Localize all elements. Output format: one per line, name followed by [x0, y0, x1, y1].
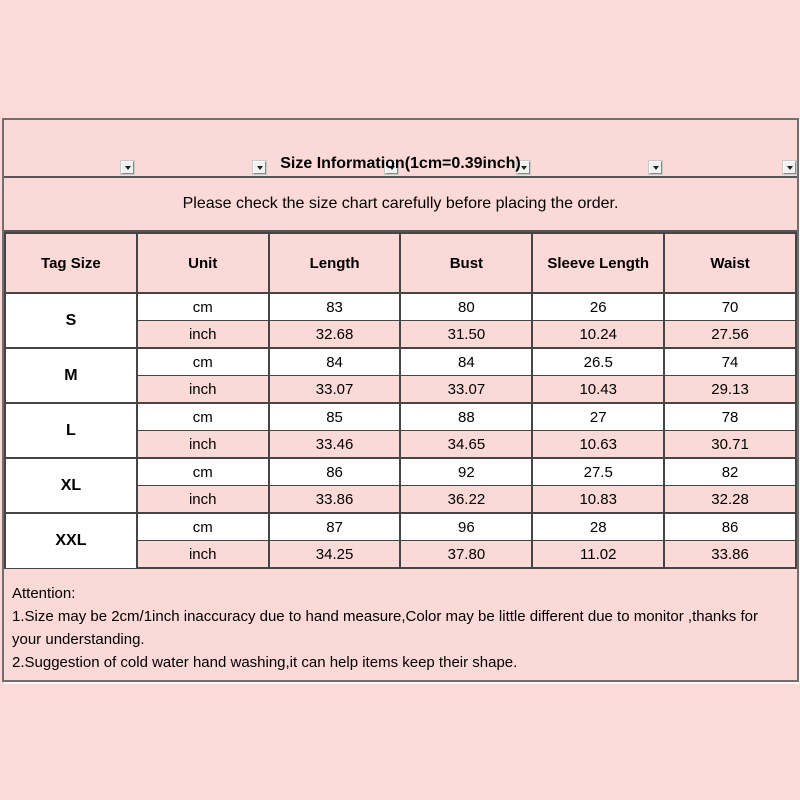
size-tag-cell: XL — [5, 458, 137, 513]
measurement-cell: 33.07 — [400, 376, 532, 404]
measurement-cell: 27 — [532, 403, 664, 431]
measurement-cell: 34.25 — [269, 541, 401, 569]
measurement-cell: 32.68 — [269, 321, 401, 349]
measurement-cell: 10.43 — [532, 376, 664, 404]
attention-note: 2.Suggestion of cold water hand washing,it can help items keep their shape. — [12, 654, 518, 671]
column-header: Tag Size — [5, 233, 137, 293]
measurement-cell: 88 — [400, 403, 532, 431]
unit-cell: inch — [137, 541, 269, 569]
attention-note: 1.Size may be 2cm/1inch inaccuracy due to hand measure,Color may be little different due to monitor ,thanks for your understanding. — [12, 608, 758, 648]
unit-cell: cm — [137, 293, 269, 321]
measurement-cell: 37.80 — [400, 541, 532, 569]
chevron-down-icon — [787, 166, 793, 170]
unit-cell: inch — [137, 376, 269, 404]
filter-dropdown-button[interactable] — [121, 161, 134, 174]
measurement-cell: 33.07 — [269, 376, 401, 404]
attention-heading: Attention: — [12, 585, 76, 602]
measurement-cell: 28 — [532, 513, 664, 541]
measurement-cell: 26 — [532, 293, 664, 321]
size-chart-panel — [2, 118, 799, 682]
measurement-cell: 84 — [400, 348, 532, 376]
measurement-cell: 83 — [269, 293, 401, 321]
size-row-cm — [5, 293, 796, 321]
measurement-cell: 26.5 — [532, 348, 664, 376]
unit-cell: cm — [137, 348, 269, 376]
size-tag-cell: L — [5, 403, 137, 458]
size-row-cm — [5, 348, 796, 376]
unit-cell: inch — [137, 431, 269, 459]
size-table — [4, 232, 797, 569]
measurement-cell: 31.50 — [400, 321, 532, 349]
size-row-cm — [5, 403, 796, 431]
measurement-cell: 96 — [400, 513, 532, 541]
measurement-cell: 27.5 — [532, 458, 664, 486]
measurement-cell: 70 — [664, 293, 796, 321]
measurement-cell: 86 — [664, 513, 796, 541]
measurement-cell: 74 — [664, 348, 796, 376]
measurement-cell: 33.86 — [664, 541, 796, 569]
size-tag-cell: M — [5, 348, 137, 403]
measurement-cell: 34.65 — [400, 431, 532, 459]
measurement-cell: 10.63 — [532, 431, 664, 459]
size-tag-cell: XXL — [5, 513, 137, 568]
measurement-cell: 33.86 — [269, 486, 401, 514]
filter-dropdown-button[interactable] — [253, 161, 266, 174]
size-table-body — [5, 293, 796, 568]
size-row-cm — [5, 513, 796, 541]
measurement-cell: 92 — [400, 458, 532, 486]
column-header: Unit — [137, 233, 269, 293]
size-info-title: Size Information(1cm=0.39inch) — [280, 155, 521, 172]
filter-dropdown-button[interactable] — [783, 161, 796, 174]
filter-dropdown-button[interactable] — [649, 161, 662, 174]
measurement-cell: 80 — [400, 293, 532, 321]
size-chart-notice: Please check the size chart carefully before placing the order. — [4, 178, 797, 232]
measurement-cell: 27.56 — [664, 321, 796, 349]
size-row-cm — [5, 458, 796, 486]
unit-cell: cm — [137, 458, 269, 486]
unit-cell: inch — [137, 486, 269, 514]
size-tag-cell: S — [5, 293, 137, 348]
chevron-down-icon — [125, 166, 131, 170]
column-header: Length — [269, 233, 401, 293]
measurement-cell: 87 — [269, 513, 401, 541]
measurement-cell: 78 — [664, 403, 796, 431]
measurement-cell: 84 — [269, 348, 401, 376]
measurement-cell: 30.71 — [664, 431, 796, 459]
unit-cell: cm — [137, 513, 269, 541]
measurement-cell: 11.02 — [532, 541, 664, 569]
title-row — [4, 120, 797, 178]
column-header: Sleeve Length — [532, 233, 664, 293]
measurement-cell: 82 — [664, 458, 796, 486]
measurement-cell: 10.83 — [532, 486, 664, 514]
unit-cell: inch — [137, 321, 269, 349]
attention-block — [4, 569, 797, 680]
measurement-cell: 33.46 — [269, 431, 401, 459]
measurement-cell: 32.28 — [664, 486, 796, 514]
header-row — [5, 233, 796, 293]
chevron-down-icon — [653, 166, 659, 170]
measurement-cell: 85 — [269, 403, 401, 431]
chevron-down-icon — [257, 166, 263, 170]
measurement-cell: 29.13 — [664, 376, 796, 404]
unit-cell: cm — [137, 403, 269, 431]
measurement-cell: 36.22 — [400, 486, 532, 514]
column-header: Bust — [400, 233, 532, 293]
measurement-cell: 86 — [269, 458, 401, 486]
chevron-down-icon — [521, 166, 527, 170]
column-header: Waist — [664, 233, 796, 293]
measurement-cell: 10.24 — [532, 321, 664, 349]
